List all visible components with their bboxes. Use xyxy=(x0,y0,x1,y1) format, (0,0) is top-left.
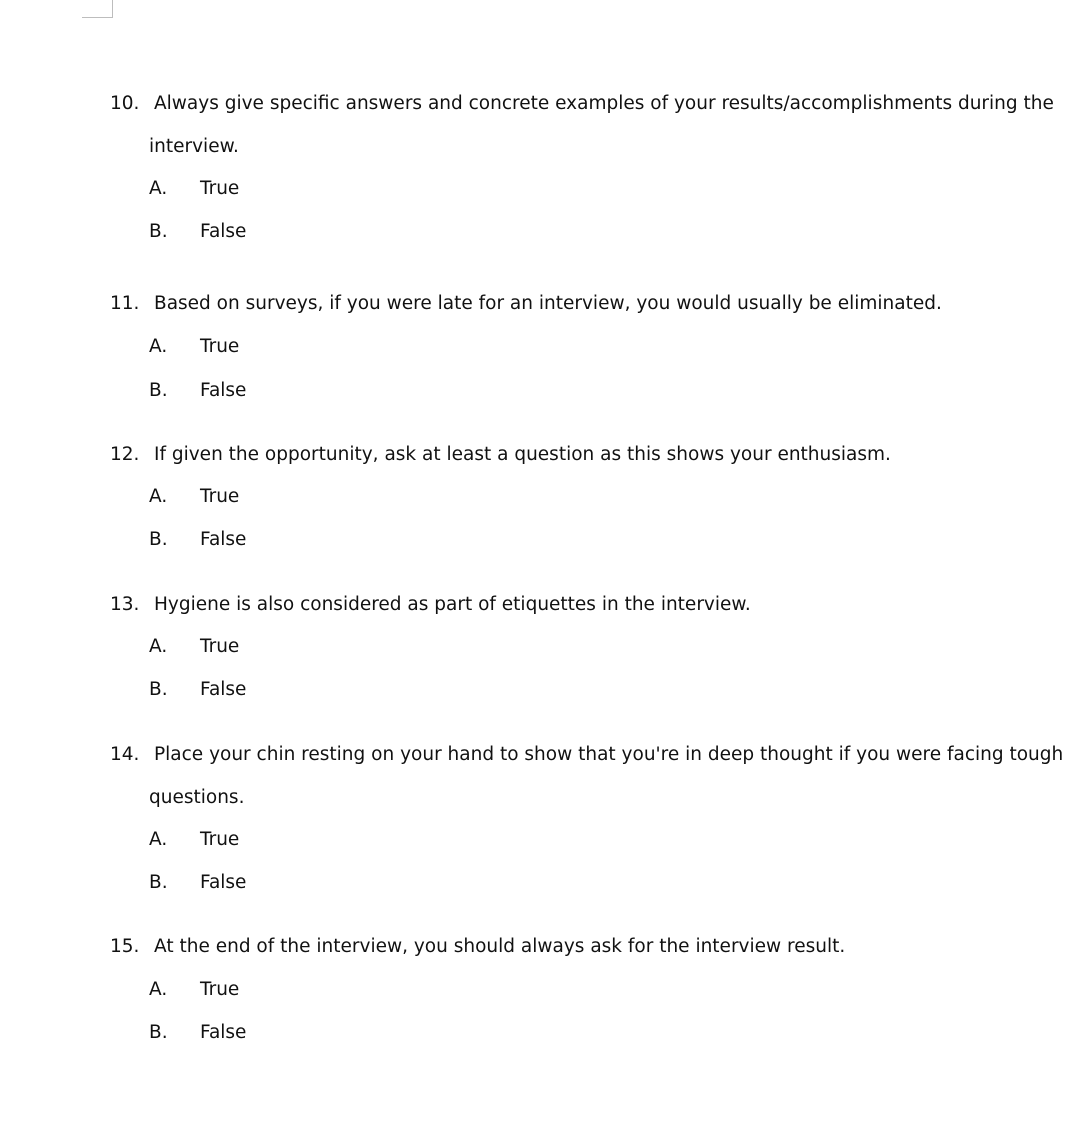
option-text: True xyxy=(200,979,240,1000)
option-letter: B. xyxy=(149,529,168,550)
question-line xyxy=(0,590,1080,620)
question-line xyxy=(0,932,1080,962)
option-letter: B. xyxy=(149,221,168,242)
option-letter: B. xyxy=(149,872,168,893)
question-line xyxy=(0,289,1080,319)
question-text-continued: questions. xyxy=(149,787,245,808)
option-letter: A. xyxy=(149,979,168,1000)
option-text: False xyxy=(200,872,247,893)
question-line-continued xyxy=(0,132,1080,162)
option-a[interactable] xyxy=(0,482,400,512)
option-text: True xyxy=(200,336,240,357)
question-line xyxy=(0,440,1080,470)
question-text: Place your chin resting on your hand to show that you're in deep thought if you were facing tough xyxy=(154,744,1064,765)
option-text: True xyxy=(200,486,240,507)
option-text: False xyxy=(200,1022,247,1043)
option-text: False xyxy=(200,380,247,401)
option-a[interactable] xyxy=(0,632,400,662)
page-corner-mark xyxy=(82,0,113,18)
question-line-continued xyxy=(0,783,1080,813)
option-text: True xyxy=(200,829,240,850)
option-b[interactable] xyxy=(0,1018,400,1048)
question-number: 11. xyxy=(110,293,140,314)
option-b[interactable] xyxy=(0,675,400,705)
option-b[interactable] xyxy=(0,376,400,406)
option-a[interactable] xyxy=(0,174,400,204)
question-line xyxy=(0,740,1080,770)
option-letter: B. xyxy=(149,679,168,700)
option-a[interactable] xyxy=(0,332,400,362)
option-b[interactable] xyxy=(0,868,400,898)
question-line xyxy=(0,89,1080,119)
question-number: 10. xyxy=(110,93,140,114)
option-b[interactable] xyxy=(0,525,400,555)
option-a[interactable] xyxy=(0,825,400,855)
option-text: False xyxy=(200,679,247,700)
question-text: Always give specific answers and concrete examples of your results/accomplishments during the xyxy=(154,93,1054,114)
option-letter: A. xyxy=(149,178,168,199)
question-text-continued: interview. xyxy=(149,136,239,157)
option-b[interactable] xyxy=(0,217,400,247)
option-text: False xyxy=(200,221,247,242)
option-letter: A. xyxy=(149,636,168,657)
question-text: At the end of the interview, you should always ask for the interview result. xyxy=(154,936,846,957)
option-a[interactable] xyxy=(0,975,400,1005)
question-number: 13. xyxy=(110,594,140,615)
question-number: 12. xyxy=(110,444,140,465)
option-letter: A. xyxy=(149,336,168,357)
option-text: True xyxy=(200,178,240,199)
question-text: Based on surveys, if you were late for an interview, you would usually be eliminated. xyxy=(154,293,942,314)
option-text: False xyxy=(200,529,247,550)
option-letter: B. xyxy=(149,380,168,401)
option-letter: A. xyxy=(149,486,168,507)
question-number: 14. xyxy=(110,744,140,765)
question-text: Hygiene is also considered as part of etiquettes in the interview. xyxy=(154,594,751,615)
question-number: 15. xyxy=(110,936,140,957)
option-letter: A. xyxy=(149,829,168,850)
option-letter: B. xyxy=(149,1022,168,1043)
question-text: If given the opportunity, ask at least a question as this shows your enthusiasm. xyxy=(154,444,891,465)
option-text: True xyxy=(200,636,240,657)
